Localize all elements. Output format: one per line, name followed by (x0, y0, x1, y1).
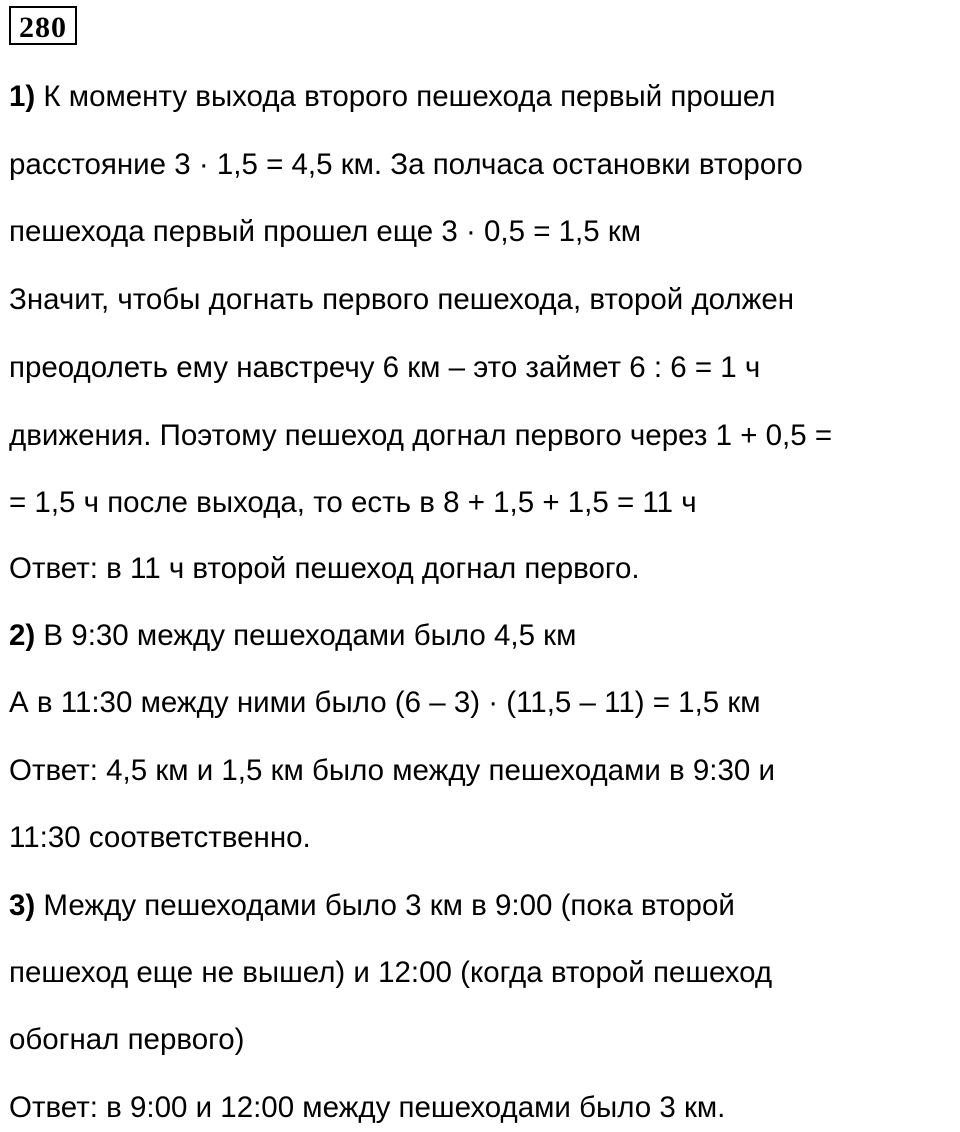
problem-number: 280 (9, 6, 77, 45)
section1-line-1 (9, 77, 776, 117)
section1-line-5: преодолеть ему навстречу 6 км – это займет 6 : 6 = 1 ч (9, 351, 761, 384)
section1-answer: Ответ: в 11 ч второй пешеход догнал первого. (9, 552, 640, 585)
section2-line-1-text: В 9:30 между пешеходами было 4,5 км (35, 619, 577, 652)
section2-line-2: А в 11:30 между ними было (6 – 3) · (11,5 – 11) = 1,5 км (9, 686, 761, 719)
section3-answer: Ответ: в 9:00 и 12:00 между пешеходами было 3 км. (9, 1091, 726, 1124)
section2-answer-line-1: Ответ: 4,5 км и 1,5 км было между пешеходами в 9:30 и (9, 754, 775, 787)
section1-line-4: Значит, чтобы догнать первого пешехода, второй должен (9, 283, 795, 316)
section1-line-6: движения. Поэтому пешеход догнал первого через 1 + 0,5 = (9, 419, 833, 452)
section1-label: 1) (9, 80, 36, 113)
section3-line-1-text: Между пешеходами было 3 км в 9:00 (пока второй (35, 889, 735, 922)
section1-line-2: расстояние 3 · 1,5 = 4,5 км. За полчаса остановки второго (9, 148, 803, 181)
section3-line-1 (9, 886, 735, 926)
section1-line-7: = 1,5 ч после выхода, то есть в 8 + 1,5 + 1,5 = 11 ч (9, 486, 697, 519)
section1-line-3: пешехода первый прошел еще 3 · 0,5 = 1,5 км (9, 215, 642, 248)
section2-answer-line-2: 11:30 соответственно. (9, 821, 311, 854)
section3-line-2: пешеход еще не вышел) и 12:00 (когда второй пешеход (9, 956, 773, 989)
section2-label: 2) (9, 619, 36, 652)
section3-line-3: обогнал первого) (9, 1023, 245, 1056)
section2-line-1 (9, 616, 576, 656)
section3-label: 3) (9, 889, 36, 922)
section1-line-1-text: К моменту выхода второго пешехода первый прошел (35, 80, 776, 113)
